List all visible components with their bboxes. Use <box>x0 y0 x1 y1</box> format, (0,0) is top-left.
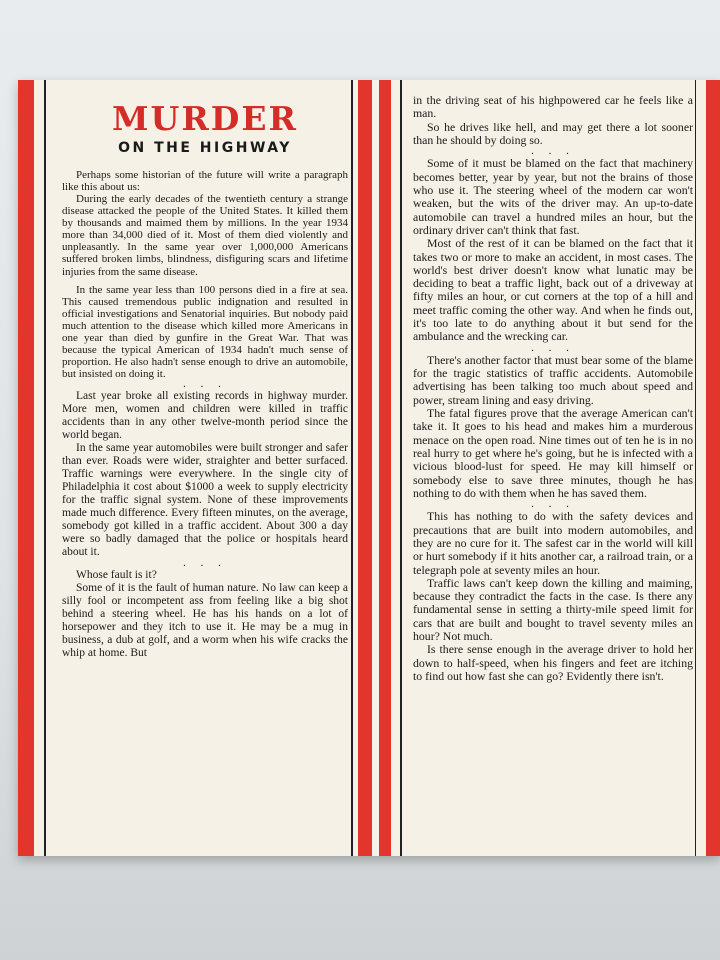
paragraph: In the same year less than 100 persons died in a fire at sea. This caused tremendous public indignation and resulted in official investigations and Senatorial inquiries. But nobody paid much attention to the disease which killed more Americans in one year than died by gunfire in the Great War. That was because the typical American of 1934 hadn't much sense of proportion. He also hadn't sense enough to drive an automobile, but insisted on doing it. <box>62 283 348 381</box>
red-border-center <box>358 80 372 856</box>
red-border-center-2 <box>379 80 391 856</box>
paragraph: In the same year automobiles were built stronger and safer than ever. Roads were wider, straighter and better surfaced. Traffic warnings were everywhere. In the single city of Philadelphia it cost about $1000 a week to supply electricity for the traffic signal system. None of these improvements made much difference. Every fifteen minutes, on the average, somebody got killed in a traffic accident. About 300 a day were so badly damaged that the police or hospitals heard about it. <box>62 442 348 559</box>
paragraph: Most of the rest of it can be blamed on the fact that it takes two or more to make an accident, in most cases. The world's best driver doesn't know what lunatic may be deciding to beat a traffic light, back out of a driveway at fifty miles an hour, or cut corners at the top of a hill and meet traffic coming the other way. And when he finds out, it's too late to do anything about it but send for the ambulance and the wrecking car. <box>413 236 693 344</box>
rule-center-left <box>351 80 353 856</box>
article-subtitle: ON THE HIGHWAY <box>118 140 292 156</box>
article-title: MURDER <box>112 99 298 138</box>
paragraph: This has nothing to do with the safety devices and precautions that are built into modern automobiles, and they are no cure for it. The safest car in the world will kill or hurt somebody if it hits another car, a railroad train, or a telegraph pole at seventy miles an hour. <box>413 509 693 577</box>
right-column <box>413 94 693 683</box>
paragraph: There's another factor that must bear some of the blame for the tragic statistics of traffic accidents. Automobile advertising has been talking too much about speed and power, stream lining and easy driving. <box>413 352 693 407</box>
paragraph: Is there sense enough in the average driver to hold her down to half-speed, when his fingers and feet are itching to find out how fast she can go? Evidently there isn't. <box>413 642 693 684</box>
section-separator: . . . <box>531 498 575 511</box>
pamphlet-sheet <box>18 80 720 856</box>
red-border-left <box>18 80 34 856</box>
red-border-right <box>706 80 720 856</box>
paragraph: Perhaps some historian of the future will write a paragraph like this about us: <box>62 168 348 193</box>
rule-right <box>695 80 697 856</box>
paragraph: During the early decades of the twentieth century a strange disease attacked the people of the United States. It killed them by thousands and maimed them by millions. In the year 1934 more than 34,000 died of it. Most of them died violently and unpleasantly. In the same year over 1,000,000 Americans suffered broken limbs, blindness, disfiguring scars and lifetime injuries from the same disease. <box>62 193 348 278</box>
paragraph: Last year broke all existing records in highway murder. More men, women and children were killed in traffic accidents than in any other twelve-month period since the world began. <box>62 390 348 442</box>
section-separator: . . . <box>531 145 575 158</box>
paragraph: Traffic laws can't keep down the killing and maiming, because they contradict the facts in the case. Is there any fundamental sense in setting a thirty-mile speed limit for cars that are built and bought to travel seventy miles an hour? Not much. <box>413 575 693 644</box>
rule-left <box>44 80 46 856</box>
section-separator: . . . <box>183 378 227 391</box>
section-separator: . . . <box>183 557 227 570</box>
paragraph: Some of it must be blamed on the fact that machinery becomes better, year by year, but not the brains of those who use it. The steering wheel of the modern car won't weaken, but the wits of the driver may. An up-to-date automobile can travel a hundred miles an hour, but the ordinary driver can't think that fast. <box>413 156 693 237</box>
rule-center-right <box>400 80 402 856</box>
paragraph: The fatal figures prove that the average American can't take it. It goes to his head and makes him a murderous menace on the open road. Nine times out of ten he is in no real hurry to get where he's going, but he is infected with a vicious blood-lust for speed. He may kill himself or somebody else to save three minutes, though he has nothing to do with them when he has saved them. <box>413 406 693 500</box>
paragraph: Some of it is the fault of human nature. No law can keep a silly fool or incompetent ass from feeling like a big shot behind a steering wheel. He has his hands on a lot of horsepower and they itch to use it. He may be a mug in business, a dub at golf, and a worm when his wife cracks the whip at home. But <box>62 581 348 659</box>
paragraph: So he drives like hell, and may get there a lot sooner than he should by doing so. <box>413 119 693 147</box>
paragraph: Whose fault is it? <box>76 568 157 581</box>
section-separator: . . . <box>531 341 575 354</box>
paragraph: in the driving seat of his highpowered car he feels like a man. <box>413 93 693 121</box>
left-column <box>62 99 348 660</box>
